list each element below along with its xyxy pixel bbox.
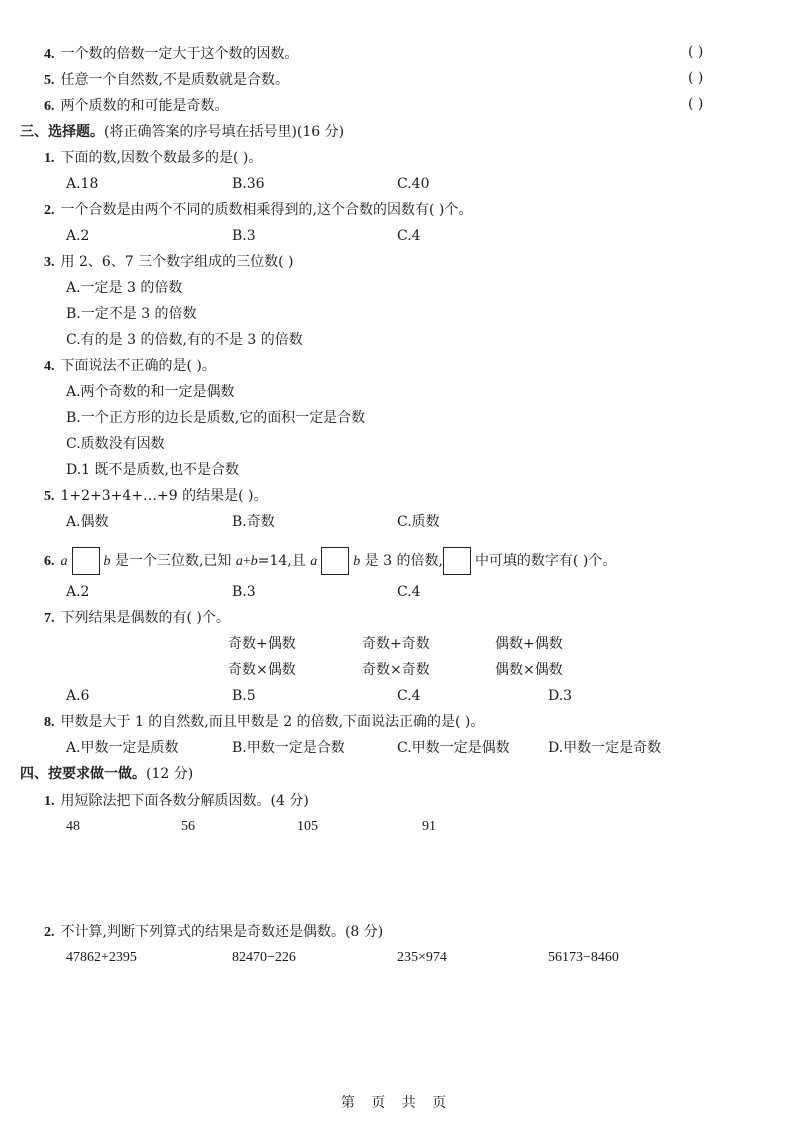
option-a[interactable]: A.2 [66,584,90,600]
blank-box[interactable] [72,547,100,575]
section-title: 四、按要求做一做。 [20,766,146,782]
option-a[interactable]: A.一定是 3 的倍数 [66,280,183,296]
question-text: 中可填的数字有( )个。 [474,553,617,569]
option-d[interactable]: D.1 既不是质数,也不是合数 [66,462,239,478]
option-c[interactable]: C.质数没有因数 [66,436,165,452]
number-item: 91 [422,819,436,834]
question-text: 一个合数是由两个不同的质数相乘得到的,这个合数的因数有( )个。 [60,202,473,218]
question-number: 2. [44,925,55,940]
var-b: b [250,554,258,569]
item-number: 4. [44,47,55,62]
plus-sign: + [242,554,251,569]
question-number: 5. [44,489,55,504]
judgement-item-6 [44,96,229,117]
question-text: =14,且 [257,553,311,569]
question-number: 6. [44,554,55,569]
option-b[interactable]: B.一个正方形的边长是质数,它的面积一定是合数 [66,410,366,426]
section-title: 三、选择题。 [20,124,104,140]
question-text: 用 2、6、7 三个数字组成的三位数( ) [60,254,294,270]
blank-box[interactable] [321,547,349,575]
item-text: 两个质数的和可能是奇数。 [60,98,229,114]
question-3-8 [44,712,484,733]
item-number: 5. [44,73,55,88]
judgement-item-4 [44,44,299,65]
question-text: 下面的数,因数个数最多的是( )。 [60,150,263,166]
question-number: 8. [44,715,55,730]
option-d[interactable]: D.甲数一定是奇数 [548,740,662,756]
var-b: b [353,554,361,569]
question-number: 1. [44,794,55,809]
question-text: 不计算,判断下列算式的结果是奇数还是偶数。(8 分) [60,924,384,940]
option-b[interactable]: B.一定不是 3 的倍数 [66,306,197,322]
question-4-1 [44,791,309,812]
expression: 奇数+奇数 [362,636,430,652]
option-c[interactable]: C.4 [397,688,421,704]
question-number: 2. [44,203,55,218]
question-3-5 [44,486,268,507]
section-note: (12 分) [146,766,194,782]
option-a[interactable]: A.2 [66,228,90,244]
question-text: 是 3 的倍数, [360,553,443,569]
var-a: a [60,554,68,569]
section-note: (将正确答案的序号填在括号里)(16 分) [104,124,345,140]
question-3-3 [44,252,294,273]
question-3-1 [44,148,262,169]
option-b[interactable]: B.3 [232,228,256,244]
option-c[interactable]: C.甲数一定是偶数 [397,740,510,756]
question-number: 7. [44,611,55,626]
option-a[interactable]: A.偶数 [66,514,109,530]
option-b[interactable]: B.3 [232,584,256,600]
number-item: 56 [181,819,195,834]
answer-bracket[interactable]: ( ) [688,96,704,112]
option-c[interactable]: C.有的是 3 的倍数,有的不是 3 的倍数 [66,332,303,348]
expression: 偶数×偶数 [495,662,563,678]
question-number: 3. [44,255,55,270]
page-footer: 第 页 共 页 [340,1095,453,1111]
answer-bracket[interactable]: ( ) [688,44,704,60]
judgement-item-5 [44,70,289,91]
number-item: 105 [297,819,318,834]
expression-item: 56173−8460 [548,950,619,965]
expression: 奇数×偶数 [228,662,296,678]
option-c[interactable]: C.4 [397,228,421,244]
expression-item: 82470−226 [232,950,296,965]
expression: 奇数+偶数 [228,636,296,652]
question-3-7 [44,608,230,629]
blank-box[interactable] [443,547,471,575]
option-b[interactable]: B.5 [232,688,256,704]
question-number: 4. [44,359,55,374]
item-text: 任意一个自然数,不是质数就是合数。 [60,72,289,88]
option-a[interactable]: A.两个奇数的和一定是偶数 [66,384,235,400]
option-a[interactable]: A.6 [66,688,90,704]
expression-item: 47862+2395 [66,950,137,965]
option-a[interactable]: A.18 [66,176,99,192]
question-3-4 [44,356,216,377]
question-3-6 [44,546,616,577]
number-item: 48 [66,819,80,834]
question-4-2 [44,922,383,943]
expression-item: 235×974 [397,950,447,965]
question-text: 1+2+3+4+…+9 的结果是( )。 [60,488,268,504]
question-text: 甲数是大于 1 的自然数,而且甲数是 2 的倍数,下面说法正确的是( )。 [60,714,485,730]
option-c[interactable]: C.40 [397,176,430,192]
option-b[interactable]: B.36 [232,176,265,192]
var-b: b [103,554,111,569]
option-d[interactable]: D.3 [548,688,573,704]
question-text: 下面说法不正确的是( )。 [60,358,216,374]
option-b[interactable]: B.奇数 [232,514,275,530]
answer-bracket[interactable]: ( ) [688,70,704,86]
section-4-heading [20,764,193,784]
question-number: 1. [44,151,55,166]
var-a: a [310,554,318,569]
option-a[interactable]: A.甲数一定是质数 [66,740,179,756]
var-a: a [235,554,243,569]
question-text: 下列结果是偶数的有( )个。 [60,610,230,626]
expression: 偶数+偶数 [495,636,563,652]
section-3-heading [20,122,344,142]
option-c[interactable]: C.质数 [397,514,440,530]
expression: 奇数×奇数 [362,662,430,678]
option-c[interactable]: C.4 [397,584,421,600]
item-text: 一个数的倍数一定大于这个数的因数。 [60,46,299,62]
question-3-2 [44,200,472,221]
item-number: 6. [44,99,55,114]
question-text: 用短除法把下面各数分解质因数。(4 分) [60,793,309,809]
question-text: 是一个三位数,已知 [110,553,236,569]
option-b[interactable]: B.甲数一定是合数 [232,740,345,756]
